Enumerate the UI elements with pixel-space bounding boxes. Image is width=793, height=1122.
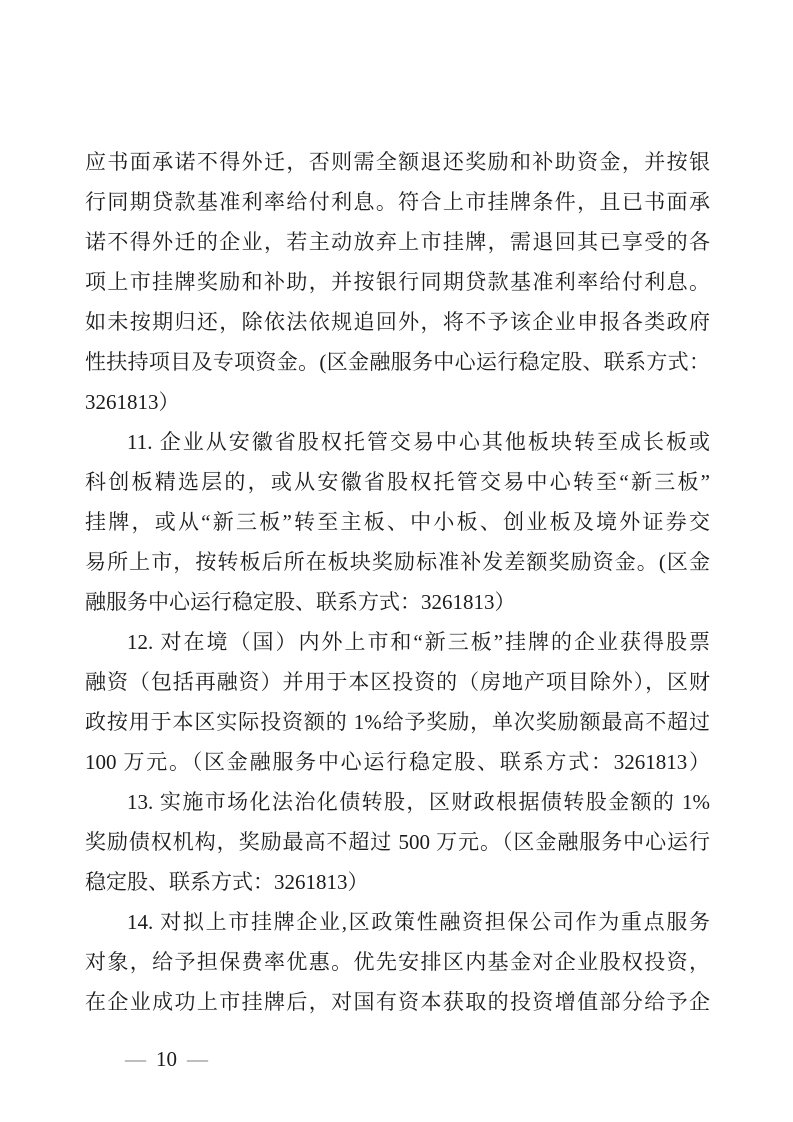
text-line: 如未按期归还，除依法依规追回外，将不予该企业申报各类政府 <box>85 310 710 334</box>
text-line: 行同期贷款基准利率给付利息。符合上市挂牌条件，且已书面承 <box>85 190 710 214</box>
text-line: 稳定股、联系方式：3261813） <box>85 870 369 894</box>
text-line: 13. 实施市场化法治化债转股，区财政根据债转股金额的 1% <box>127 790 710 814</box>
text-line: 应书面承诺不得外迁，否则需全额退还奖励和补助资金，并按银 <box>85 150 710 174</box>
footer-dash-right: — <box>187 1047 208 1071</box>
text-line: 融服务中心运行稳定股、联系方式：3261813） <box>85 590 516 614</box>
text-line: 14. 对拟上市挂牌企业,区政策性融资担保公司作为重点服务 <box>127 910 710 934</box>
paragraph-item-14 <box>85 902 710 1022</box>
text-line: 易所上市，按转板后所在板块奖励标准补发差额奖励资金。(区金 <box>85 550 710 574</box>
text-line: 3261813） <box>85 390 180 414</box>
footer-dash-left: — <box>125 1047 146 1071</box>
text-line: 在企业成功上市挂牌后，对国有资本获取的投资增值部分给予企 <box>85 990 710 1014</box>
text-line: 科创板精选层的，或从安徽省股权托管交易中心转至“新三板” <box>85 470 710 494</box>
text-line: 融资（包括再融资）并用于本区投资的（房地产项目除外），区财 <box>85 670 710 694</box>
page-footer <box>104 1014 208 1071</box>
text-line: 挂牌，或从“新三板”转至主板、中小板、创业板及境外证券交 <box>85 510 710 534</box>
page-number: 10 <box>156 1047 177 1071</box>
paragraph-item-13 <box>85 782 710 902</box>
text-line: 100 万元。（区金融服务中心运行稳定股、联系方式：3261813） <box>85 750 710 774</box>
text-line: 11. 企业从安徽省股权托管交易中心其他板块转至成长板或 <box>127 430 710 454</box>
text-line: 政按用于本区实际投资额的 1%给予奖励，单次奖励额最高不超过 <box>85 710 710 734</box>
text-line: 对象，给予担保费率优惠。优先安排区内基金对企业股权投资， <box>85 950 710 974</box>
text-line: 性扶持项目及专项资金。(区金融服务中心运行稳定股、联系方式： <box>85 350 710 374</box>
text-line: 12. 对在境（国）内外上市和“新三板”挂牌的企业获得股票 <box>127 630 710 654</box>
text-line: 诺不得外迁的企业，若主动放弃上市挂牌，需退回其已享受的各 <box>85 230 710 254</box>
paragraph-continued <box>85 142 710 422</box>
paragraph-item-11 <box>85 422 710 622</box>
paragraph-item-12 <box>85 622 710 782</box>
text-line: 奖励债权机构，奖励最高不超过 500 万元。（区金融服务中心运行 <box>85 830 710 854</box>
document-body <box>85 142 710 1022</box>
text-line: 项上市挂牌奖励和补助，并按银行同期贷款基准利率给付利息。 <box>85 270 710 294</box>
